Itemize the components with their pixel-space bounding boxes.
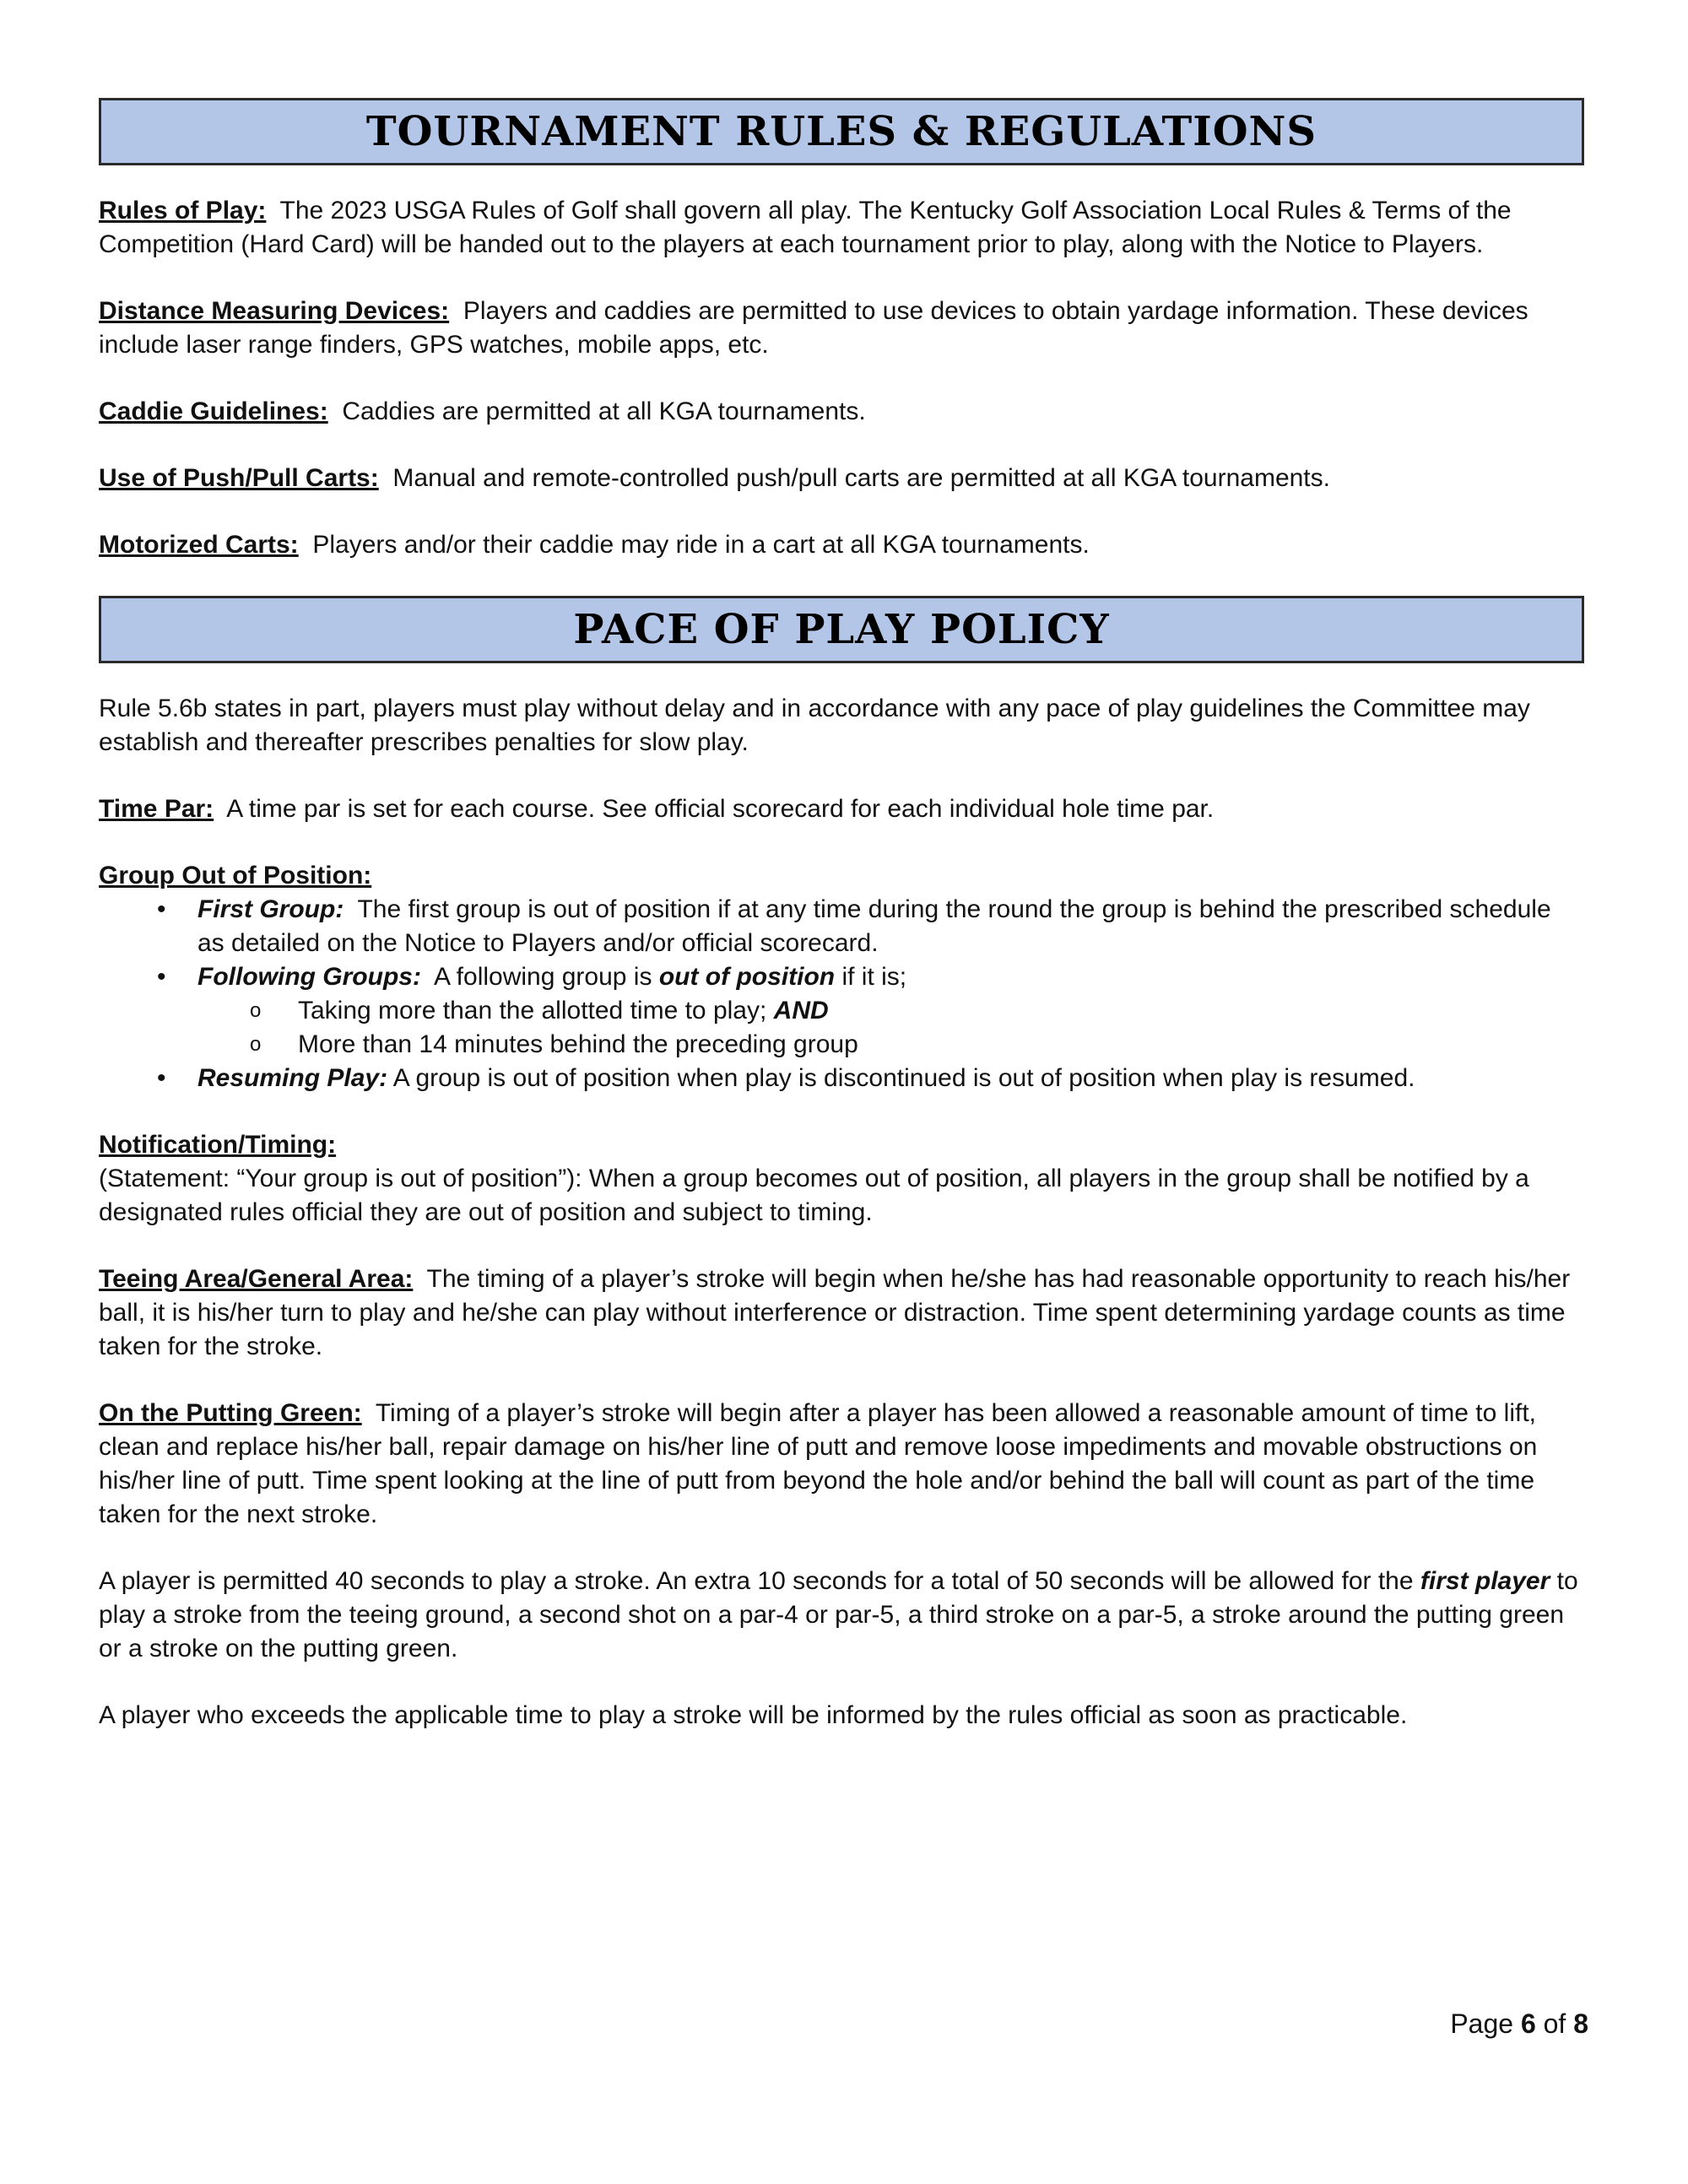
notification-label: Notification/Timing:	[99, 1131, 337, 1159]
tournament-rules-heading: TOURNAMENT RULES & REGULATIONS	[365, 108, 1317, 155]
resuming-play-bullet	[99, 1062, 1584, 1095]
motorized-carts-label: Motorized Carts:	[99, 531, 299, 559]
time-par-label: Time Par:	[99, 795, 214, 823]
tournament-rules-banner	[99, 98, 1584, 165]
distance-devices-label: Distance Measuring Devices:	[99, 297, 450, 325]
teeing-area-label: Teeing Area/General Area:	[99, 1265, 414, 1293]
distance-devices-text: Players and caddies are permitted to use devices to obtain yardage information. These devices include laser range finders, GPS watches, mobile apps, etc.	[99, 297, 1528, 359]
rules-of-play-text: The 2023 USGA Rules of Golf shall govern all play. The Kentucky Golf Association Local Rules & Terms of the Competition (Hard Card) will be handed out to the players at each tournament prior to play, along with the Notice to Players.	[99, 197, 1512, 258]
putting-green-paragraph	[99, 1397, 1584, 1532]
first-group-bullet	[99, 893, 1584, 960]
following-groups-label: Following Groups:	[197, 963, 421, 991]
fourteen-minutes-text: More than 14 minutes behind the preceding group	[298, 1030, 858, 1058]
caddie-guidelines-text: Caddies are permitted at all KGA tournaments.	[342, 397, 866, 425]
motorized-carts-text: Players and/or their caddie may ride in a cart at all KGA tournaments.	[312, 531, 1090, 559]
rules-of-play-paragraph	[99, 194, 1584, 262]
pace-of-play-heading: PACE OF PLAY POLICY	[573, 606, 1110, 653]
exceeds-time-paragraph: A player who exceeds the applicable time to play a stroke will be informed by the rules official as soon as practicable.	[99, 1701, 1408, 1729]
first-group-label: First Group:	[197, 895, 344, 923]
group-out-of-position-heading	[99, 859, 1584, 893]
time-par-paragraph	[99, 792, 1584, 826]
following-groups-text: A following group is	[433, 963, 652, 991]
out-of-position-emphasis: out of position	[658, 963, 836, 991]
bullet-icon: •	[157, 963, 166, 991]
distance-devices-paragraph	[99, 295, 1584, 362]
push-pull-carts-paragraph	[99, 462, 1584, 495]
resuming-play-text: A group is out of position when play is discontinued is out of position when play is resumed.	[392, 1064, 1415, 1092]
page-total: 8	[1573, 2008, 1588, 2039]
allotted-time-text: Taking more than the allotted time to play;	[298, 997, 767, 1024]
sub-bullet-14-minutes	[99, 1028, 1584, 1062]
pace-of-play-banner	[99, 596, 1584, 663]
page-current: 6	[1520, 2008, 1536, 2039]
sub-bullet-icon: o	[250, 999, 262, 1022]
sub-bullet-icon: o	[250, 1033, 262, 1056]
rules-of-play-label: Rules of Play:	[99, 197, 267, 224]
sub-bullet-allotted-time	[99, 994, 1584, 1028]
forty-seconds-paragraph	[99, 1565, 1584, 1666]
notification-paragraph: (Statement: “Your group is out of position”): When a group becomes out of position, all players in the group shall be notified by a designated rules official they are out of position and subject to timing.	[99, 1165, 1529, 1226]
following-groups-text-end: if it is;	[841, 963, 907, 991]
push-pull-carts-label: Use of Push/Pull Carts:	[99, 464, 379, 492]
first-player-emphasis: first player	[1420, 1567, 1550, 1595]
group-out-of-position-label: Group Out of Position:	[99, 862, 372, 889]
resuming-play-label: Resuming Play:	[197, 1064, 388, 1092]
bullet-icon: •	[157, 1064, 166, 1092]
time-par-text: A time par is set for each course. See official scorecard for each individual hole time par.	[226, 795, 1215, 823]
push-pull-carts-text: Manual and remote-controlled push/pull carts are permitted at all KGA tournaments.	[392, 464, 1330, 492]
and-emphasis: AND	[773, 997, 829, 1024]
of-word: of	[1543, 2008, 1566, 2039]
forty-seconds-text: A player is permitted 40 seconds to play a stroke. An extra 10 seconds for a total of 50 seconds will be allowed for the	[99, 1567, 1414, 1595]
caddie-guidelines-paragraph	[99, 395, 1584, 429]
forty-seconds-text-end: to play a stroke from the teeing ground, a second shot on a par-4 or par-5, a third stroke on a par-5, a stroke around the putting green or a stroke on the putting green.	[99, 1567, 1578, 1662]
following-groups-bullet	[99, 960, 1584, 994]
putting-green-text: Timing of a player’s stroke will begin after a player has been allowed a reasonable amount of time to lift, clean and replace his/her ball, repair damage on his/her line of putt and remove loose impediments and movable obstructions on his/her line of putt. Time spent looking at the line of putt from beyond the hole and/or behind the ball will count as part of the time taken for the next stroke.	[99, 1399, 1538, 1528]
document-page	[99, 98, 1584, 1733]
notification-heading	[99, 1128, 1584, 1162]
first-group-text: The first group is out of position if at any time during the round the group is behind the prescribed schedule as detailed on the Notice to Players and/or official scorecard.	[197, 895, 1551, 957]
teeing-area-text: The timing of a player’s stroke will begin when he/she has had reasonable opportunity to reach his/her ball, it is his/her turn to play and he/she can play without interference or distraction. Time spent determining yardage counts as time taken for the stroke.	[99, 1265, 1571, 1360]
motorized-carts-paragraph	[99, 528, 1584, 562]
putting-green-label: On the Putting Green:	[99, 1399, 362, 1427]
page-word: Page	[1450, 2008, 1514, 2039]
rule-5-6b-paragraph: Rule 5.6b states in part, players must play without delay and in accordance with any pace of play guidelines the Committee may establish and thereafter prescribes penalties for slow play.	[99, 695, 1530, 756]
caddie-guidelines-label: Caddie Guidelines:	[99, 397, 328, 425]
page-number	[1450, 2007, 1588, 2041]
teeing-area-paragraph	[99, 1262, 1584, 1364]
bullet-icon: •	[157, 895, 166, 923]
